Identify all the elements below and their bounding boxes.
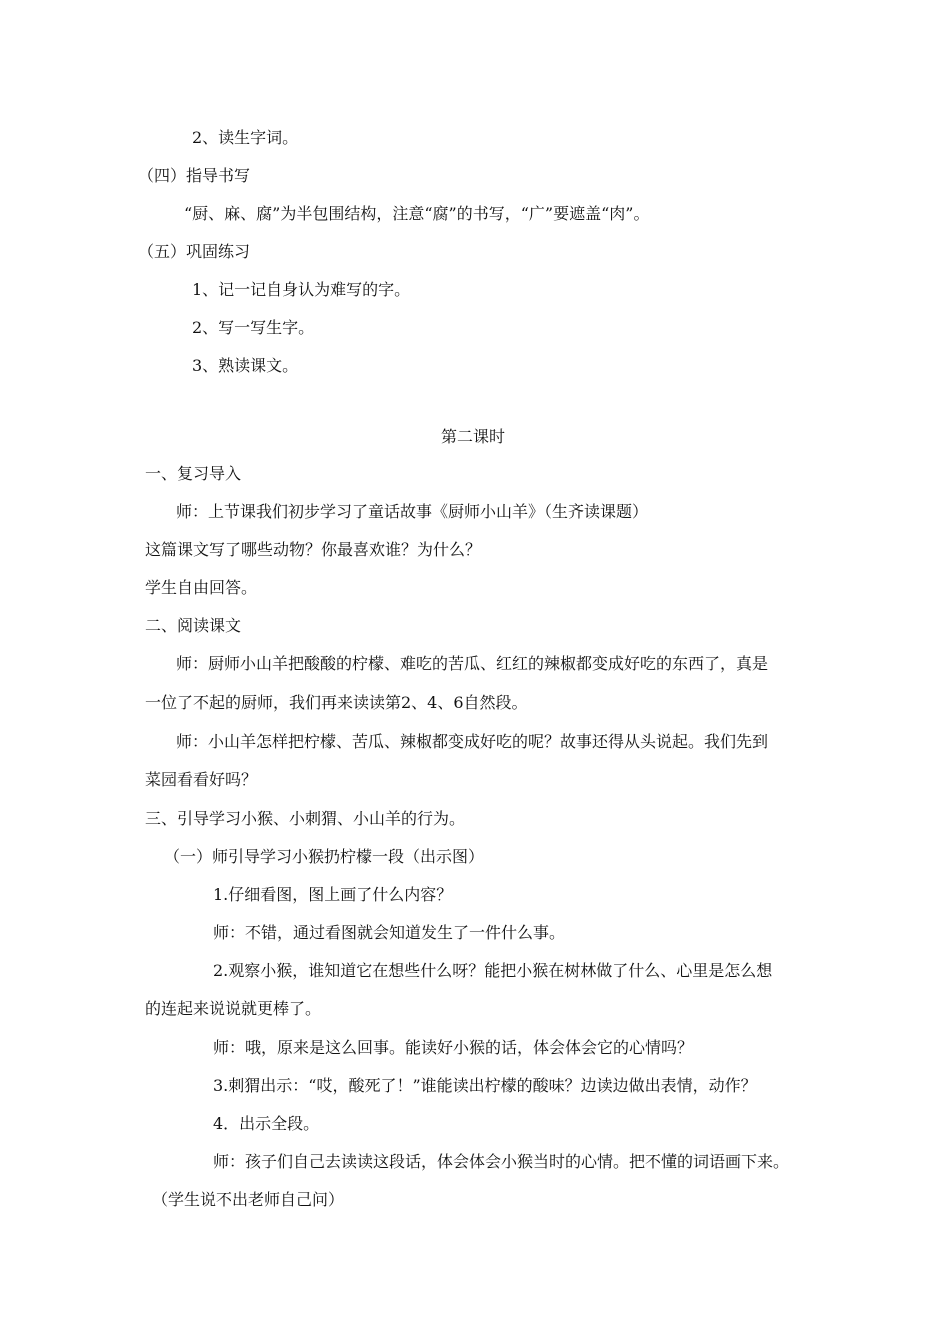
paragraph-teacher-intro: 师：上节课我们初步学习了童话故事《厨师小山羊》（生齐读课题） — [176, 502, 649, 521]
section-heading-review: 一、复习导入 — [145, 464, 242, 483]
section-heading-practice: （五）巩固练习 — [138, 242, 251, 261]
list-item-observe-monkey-line1: 2.观察小猴，谁知道它在想些什么呀？能把小猴在树林做了什么、心里是怎么想 — [213, 961, 773, 980]
subsection-heading-monkey: （一）师引导学习小猴扔柠檬一段（出示图） — [164, 847, 485, 866]
list-item-read-text: 3、熟读课文。 — [192, 356, 299, 375]
paragraph-teacher-how-line1: 师：小山羊怎样把柠檬、苦瓜、辣椒都变成好吃的呢？故事还得从头说起。我们先到 — [176, 732, 769, 751]
paragraph-teacher-children: 师：孩子们自己去读读这段话，体会体会小猴当时的心情。把不懂的词语画下来。 — [213, 1152, 790, 1171]
list-item-read-words: 2、读生字词。 — [192, 128, 299, 147]
paragraph-writing-note: “厨、麻、腐”为半包围结构，注意“腐”的书写，“广”要遮盖“肉”。 — [184, 204, 650, 223]
lesson-title: 第二课时 — [441, 427, 506, 446]
section-heading-writing-guidance: （四）指导书写 — [138, 166, 251, 185]
paragraph-question: 这篇课文写了哪些动物？你最喜欢谁？为什么？ — [145, 540, 482, 559]
list-item-hedgehog: 3.刺猬出示：“哎，酸死了！”谁能读出柠檬的酸味？边读边做出表情，动作？ — [213, 1076, 757, 1095]
list-item-remember-hard-characters: 1、记一记自身认为难写的字。 — [192, 280, 411, 299]
list-item-write-characters: 2、写一写生字。 — [192, 318, 315, 337]
paragraph-teacher-good: 师：不错，通过看图就会知道发生了一件什么事。 — [213, 923, 566, 942]
paragraph-teacher-chef-line1: 师：厨师小山羊把酸酸的柠檬、难吃的苦瓜、红红的辣椒都变成好吃的东西了，真是 — [176, 654, 769, 673]
paragraph-teacher-how-line2: 菜园看看好吗？ — [145, 770, 258, 789]
list-item-observe-monkey-line2: 的连起来说说就更棒了。 — [145, 999, 322, 1018]
list-item-show-paragraph: 4．出示全段。 — [213, 1114, 320, 1133]
paragraph-students-answer: 学生自由回答。 — [145, 578, 258, 597]
paragraph-teacher-oh: 师：哦，原来是这么回事。能读好小猴的话，体会体会它的心情吗？ — [213, 1038, 694, 1057]
list-item-look-at-picture: 1.仔细看图，图上画了什么内容？ — [213, 885, 453, 904]
paragraph-note: （学生说不出老师自己问） — [152, 1190, 345, 1209]
section-heading-reading: 二、阅读课文 — [145, 616, 242, 635]
section-heading-guided-learning: 三、引导学习小猴、小刺猬、小山羊的行为。 — [145, 809, 466, 828]
paragraph-teacher-chef-line2: 一位了不起的厨师，我们再来读读第2、4、6自然段。 — [145, 693, 528, 712]
